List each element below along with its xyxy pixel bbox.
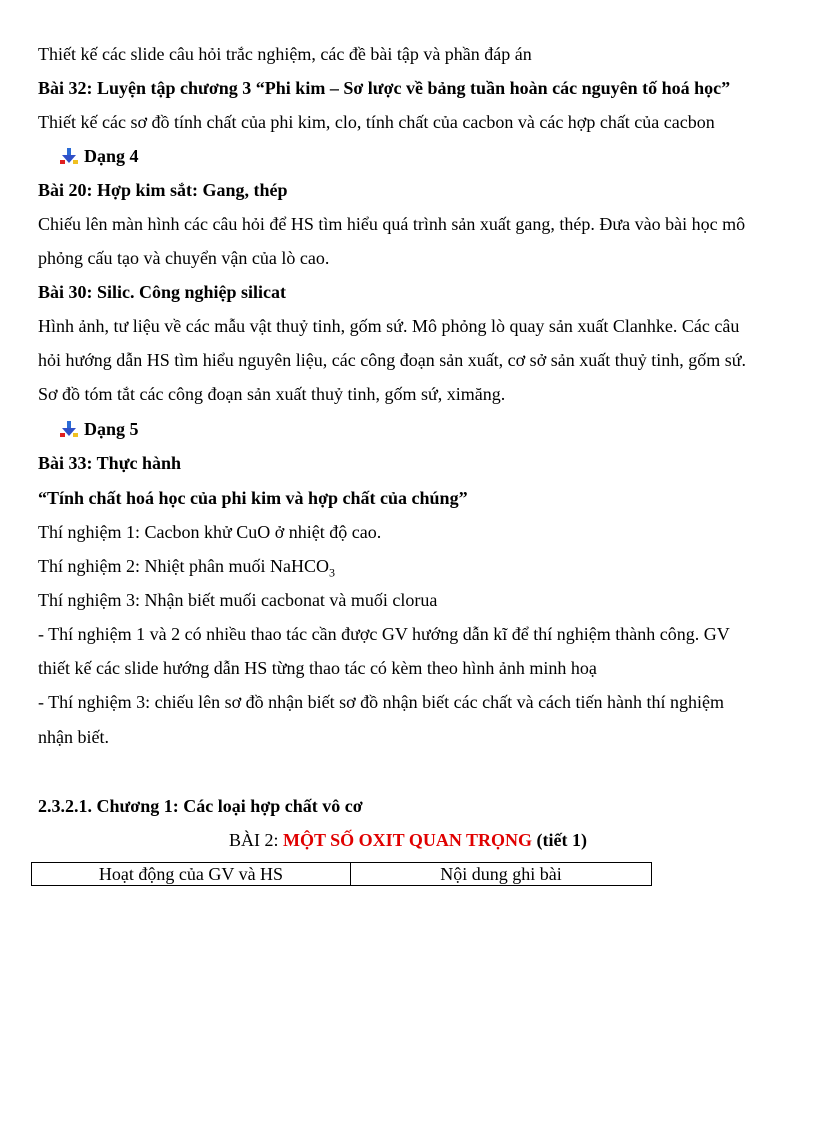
lesson-prefix: BÀI 2: xyxy=(228,830,283,850)
note: - Thí nghiệm 3: chiếu lên sơ đồ nhận biết sơ đồ nhận biết các chất và cách tiến hành thí nghiệm xyxy=(38,692,725,712)
note: - Thí nghiệm 1 và 2 có nhiều thao tác cần được GV hướng dẫn kĩ để thí nghiệm thành công. GV xyxy=(38,624,730,644)
note: thiết kế các slide hướng dẫn HS từng thao tác có kèm theo hình ảnh minh hoạ xyxy=(38,658,597,678)
subscript: 3 xyxy=(328,565,335,580)
section-dang-4 xyxy=(60,145,139,167)
lesson-heading-bai-32: Bài 32: Luyện tập chương 3 “Phi kim – Sơ lược về bảng tuần hoàn các nguyên tố hoá học” xyxy=(38,78,731,98)
lesson-title xyxy=(0,829,816,851)
table-header-activity: Hoạt động của GV và HS xyxy=(32,863,351,886)
note: nhận biết. xyxy=(38,727,109,747)
lesson-title-red: MỘT SỐ OXIT QUAN TRỌNG xyxy=(282,830,533,850)
lesson-heading-bai-30: Bài 30: Silic. Công nghiệp silicat xyxy=(38,282,287,302)
experiment-2 xyxy=(38,555,335,584)
paragraph: Sơ đồ tóm tắt các công đoạn sản xuất thuỷ tinh, gốm sứ, ximăng. xyxy=(38,384,506,404)
section-heading: 2.3.2.1. Chương 1: Các loại hợp chất vô cơ xyxy=(38,796,363,816)
paragraph: phỏng cấu tạo và chuyển vận của lò cao. xyxy=(38,248,330,268)
paragraph: hỏi hướng dẫn HS tìm hiểu nguyên liệu, các công đoạn sản xuất, cơ sở sản xuất thuỷ tinh, gốm sứ. xyxy=(38,350,746,370)
paragraph: Thiết kế các sơ đồ tính chất của phi kim, clo, tính chất của cacbon và các hợp chất của cacbon xyxy=(38,112,715,132)
lesson-heading-bai-20: Bài 20: Hợp kim sắt: Gang, thép xyxy=(38,180,288,200)
lesson-subtitle-bai-33: “Tính chất hoá học của phi kim và hợp chất của chúng” xyxy=(38,488,468,508)
arrow-bullet-icon xyxy=(60,148,78,164)
experiment-3: Thí nghiệm 3: Nhận biết muối cacbonat và muối clorua xyxy=(38,590,438,610)
arrow-bullet-icon xyxy=(60,421,78,437)
lesson-heading-bai-33: Bài 33: Thực hành xyxy=(38,453,182,473)
dang-5-label: Dạng 5 xyxy=(84,419,139,439)
lesson-suffix: (tiết 1) xyxy=(532,830,587,850)
paragraph: Thiết kế các slide câu hỏi trắc nghiệm, các đề bài tập và phần đáp án xyxy=(38,44,532,64)
dang-4-label: Dạng 4 xyxy=(84,146,139,166)
paragraph: Chiếu lên màn hình các câu hỏi để HS tìm hiểu quá trình sản xuất gang, thép. Đưa vào bài học mô xyxy=(38,214,746,234)
lesson-table xyxy=(31,862,652,886)
experiment-1: Thí nghiệm 1: Cacbon khử CuO ở nhiệt độ cao. xyxy=(38,522,382,542)
paragraph: Hình ảnh, tư liệu về các mẫu vật thuỷ tinh, gốm sứ. Mô phỏng lò quay sản xuất Clanhke. Các câu xyxy=(38,316,740,336)
experiment-2-text: Thí nghiệm 2: Nhiệt phân muối NaHCO xyxy=(38,556,329,576)
table-header-content: Nội dung ghi bài xyxy=(351,863,652,886)
table-header-row xyxy=(32,863,652,886)
section-dang-5 xyxy=(60,418,139,440)
